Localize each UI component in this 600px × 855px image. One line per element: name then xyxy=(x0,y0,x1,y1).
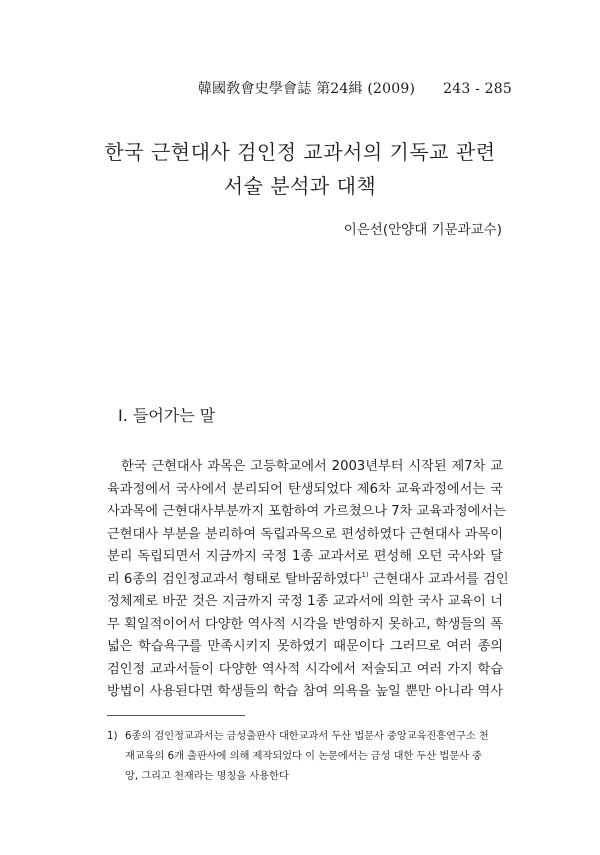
page-range: 243 - 285 xyxy=(443,81,512,97)
footnote-line: 앙, 그리고 천재라는 명칭을 사용한다 xyxy=(125,771,289,782)
footnote-line: 재교육의 6개 출판사에 의해 제작되었다 이 논문에서는 금성 대한 두산 법문사 중 xyxy=(125,751,483,762)
body-line xyxy=(107,569,509,592)
title-line-2: 서술 분석과 대책 xyxy=(223,174,377,198)
section-heading: I. 들어가는 말 xyxy=(118,406,216,425)
paper-title xyxy=(60,135,540,203)
body-line: 방법이 사용된다면 학생들의 학습 참여 의욕을 높일 뿐만 아니라 역사 xyxy=(107,684,503,699)
footnote-number: 1) xyxy=(107,731,118,742)
footnote xyxy=(107,727,507,787)
body-line: 사과목에 근현대사부분까지 포함하여 가르쳤으나 7차 교육과정에서는 xyxy=(107,504,506,519)
running-head xyxy=(198,78,512,98)
body-line: 무 획일적이어서 다양한 역사적 시각을 반영하지 못하고, 학생들의 폭 xyxy=(107,616,503,632)
body-line: 육과정에서 국사에서 분리되어 탄생되었다 제6차 교육과정에서는 국 xyxy=(107,481,503,497)
journal-name: 韓國敎會史學會誌 第24緝 (2009) xyxy=(197,81,416,97)
body-line: 넓은 학습욕구를 만족시키지 못하였기 때문이다 그러므로 여러 종의 xyxy=(107,639,503,654)
body-line: 분리 독립되면서 지금까지 국정 1종 교과서로 편성해 오던 국사와 달 xyxy=(107,549,503,564)
author-byline: 이은선(안양대 기문과교수) xyxy=(343,222,502,238)
body-line: 정체제로 바꾼 것은 지금까지 국정 1종 교과서에 의한 국사 교육이 너 xyxy=(107,594,503,609)
body-line: 검인정 교과서들이 다양한 역사적 시각에서 저술되고 여러 가지 학습 xyxy=(107,661,503,677)
body-line-segment: 근현대사 교과서를 검인 xyxy=(372,571,509,587)
footnote-reference[interactable]: 1) xyxy=(361,570,369,579)
body-paragraph xyxy=(107,456,509,704)
body-line: 근현대사 부분을 분리하여 독립과목으로 편성하였다 근현대사 과목이 xyxy=(107,526,503,542)
footnote-divider xyxy=(107,715,245,716)
title-line-1: 한국 근현대사 검인정 교과서의 기독교 관련 xyxy=(104,140,496,164)
body-line: 한국 근현대사 과목은 고등학교에서 2003년부터 시작된 제7차 교 xyxy=(121,459,503,474)
body-line-segment: 리 6종의 검인정교과서 형태로 탈바꿈하였다 xyxy=(107,571,362,587)
footnote-line: 6종의 검인정교과서는 금성출판사 대한교과서 두산 법문사 중앙교육진흥연구소 천 xyxy=(125,731,489,742)
